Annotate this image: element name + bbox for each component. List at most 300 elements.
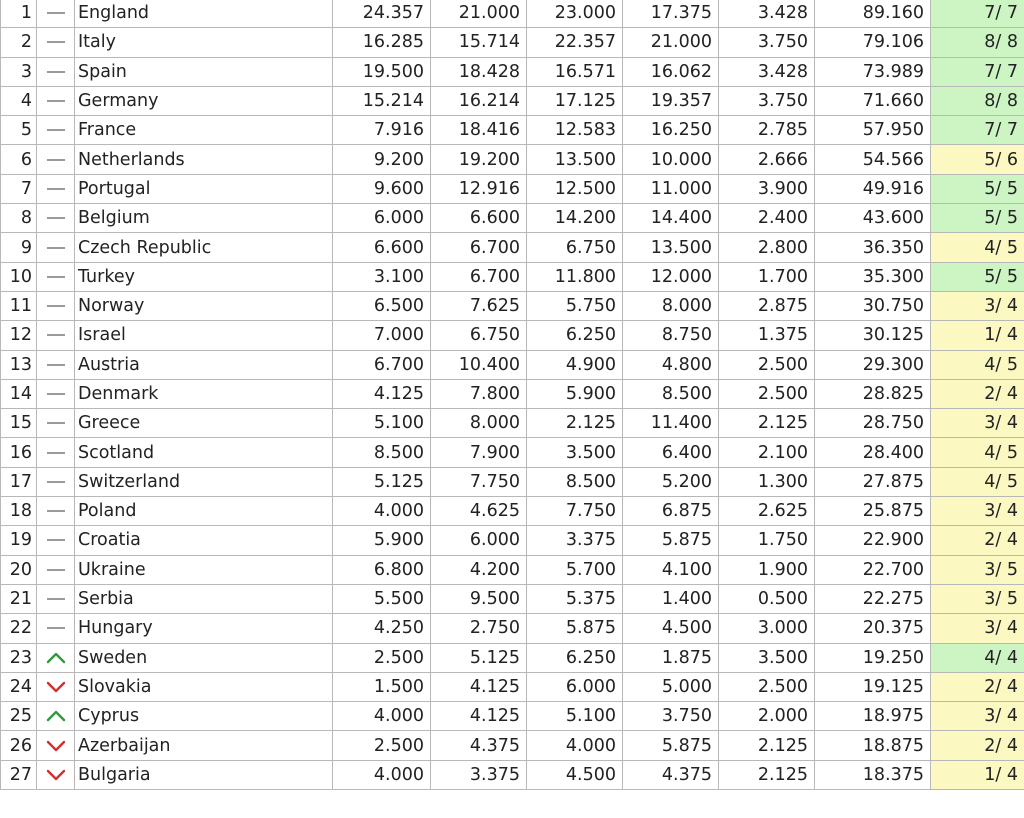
trend-cell	[37, 467, 75, 496]
ratio-cell: 8/ 8	[931, 86, 1024, 115]
rank-cell: 25	[1, 702, 37, 731]
total-cell: 35.300	[815, 262, 931, 291]
team-name-cell: England	[75, 0, 333, 28]
value-5-cell: 2.875	[719, 291, 815, 320]
ratio-cell: 3/ 4	[931, 409, 1024, 438]
trend-down-chevron-icon	[44, 680, 68, 694]
value-4-cell: 16.062	[623, 57, 719, 86]
trend-cell	[37, 28, 75, 57]
rank-cell: 27	[1, 760, 37, 789]
trend-cell	[37, 262, 75, 291]
value-1-cell: 7.000	[333, 321, 431, 350]
value-3-cell: 11.800	[527, 262, 623, 291]
trend-cell	[37, 760, 75, 789]
team-name-cell: Norway	[75, 291, 333, 320]
value-5-cell: 1.300	[719, 467, 815, 496]
rank-cell: 10	[1, 262, 37, 291]
total-cell: 27.875	[815, 467, 931, 496]
value-1-cell: 6.800	[333, 555, 431, 584]
rank-cell: 21	[1, 584, 37, 613]
table-row[interactable]	[1, 526, 1024, 555]
value-5-cell: 2.000	[719, 702, 815, 731]
total-cell: 22.700	[815, 555, 931, 584]
value-5-cell: 3.428	[719, 0, 815, 28]
ratio-cell: 4/ 5	[931, 438, 1024, 467]
value-1-cell: 4.250	[333, 614, 431, 643]
value-1-cell: 5.100	[333, 409, 431, 438]
value-3-cell: 5.700	[527, 555, 623, 584]
value-4-cell: 8.500	[623, 379, 719, 408]
value-3-cell: 6.750	[527, 233, 623, 262]
value-3-cell: 8.500	[527, 467, 623, 496]
value-3-cell: 6.250	[527, 643, 623, 672]
total-cell: 36.350	[815, 233, 931, 262]
value-4-cell: 5.000	[623, 672, 719, 701]
trend-cell	[37, 584, 75, 613]
table-row[interactable]	[1, 731, 1024, 760]
value-2-cell: 4.125	[431, 672, 527, 701]
table-row[interactable]	[1, 643, 1024, 672]
no-change-dash-icon	[44, 123, 68, 137]
table-row[interactable]	[1, 702, 1024, 731]
no-change-dash-icon	[44, 563, 68, 577]
ratio-cell: 3/ 5	[931, 584, 1024, 613]
value-2-cell: 4.625	[431, 497, 527, 526]
total-cell: 73.989	[815, 57, 931, 86]
value-1-cell: 1.500	[333, 672, 431, 701]
ratio-cell: 1/ 4	[931, 760, 1024, 789]
rank-cell: 18	[1, 497, 37, 526]
no-change-dash-icon	[44, 65, 68, 79]
value-5-cell: 2.400	[719, 204, 815, 233]
team-name-cell: Italy	[75, 28, 333, 57]
value-2-cell: 21.000	[431, 0, 527, 28]
value-1-cell: 9.600	[333, 174, 431, 203]
value-5-cell: 2.625	[719, 497, 815, 526]
ratio-cell: 7/ 7	[931, 0, 1024, 28]
no-change-dash-icon	[44, 299, 68, 313]
trend-cell	[37, 204, 75, 233]
rank-cell: 7	[1, 174, 37, 203]
no-change-dash-icon	[44, 592, 68, 606]
value-5-cell: 1.750	[719, 526, 815, 555]
value-2-cell: 6.750	[431, 321, 527, 350]
value-1-cell: 24.357	[333, 0, 431, 28]
rank-cell: 15	[1, 409, 37, 438]
trend-cell	[37, 116, 75, 145]
no-change-dash-icon	[44, 35, 68, 49]
ratio-cell: 3/ 5	[931, 555, 1024, 584]
team-name-cell: Ukraine	[75, 555, 333, 584]
value-1-cell: 15.214	[333, 86, 431, 115]
team-name-cell: Slovakia	[75, 672, 333, 701]
table-row[interactable]	[1, 321, 1024, 350]
trend-cell	[37, 731, 75, 760]
trend-cell	[37, 672, 75, 701]
value-2-cell: 18.428	[431, 57, 527, 86]
value-2-cell: 7.900	[431, 438, 527, 467]
rank-cell: 23	[1, 643, 37, 672]
ratio-cell: 5/ 5	[931, 174, 1024, 203]
ratio-cell: 4/ 5	[931, 233, 1024, 262]
value-5-cell: 2.785	[719, 116, 815, 145]
value-5-cell: 2.125	[719, 409, 815, 438]
value-2-cell: 16.214	[431, 86, 527, 115]
total-cell: 71.660	[815, 86, 931, 115]
value-4-cell: 16.250	[623, 116, 719, 145]
value-5-cell: 2.666	[719, 145, 815, 174]
trend-cell	[37, 643, 75, 672]
value-3-cell: 3.500	[527, 438, 623, 467]
table-row[interactable]	[1, 467, 1024, 496]
value-3-cell: 4.000	[527, 731, 623, 760]
total-cell: 18.375	[815, 760, 931, 789]
value-3-cell: 5.100	[527, 702, 623, 731]
ratio-cell: 7/ 7	[931, 57, 1024, 86]
value-3-cell: 4.500	[527, 760, 623, 789]
rank-cell: 14	[1, 379, 37, 408]
ratio-cell: 3/ 4	[931, 614, 1024, 643]
trend-cell	[37, 526, 75, 555]
value-5-cell: 1.700	[719, 262, 815, 291]
ratio-cell: 8/ 8	[931, 28, 1024, 57]
rank-cell: 6	[1, 145, 37, 174]
value-1-cell: 2.500	[333, 731, 431, 760]
table-row[interactable]	[1, 760, 1024, 789]
ratio-cell: 2/ 4	[931, 672, 1024, 701]
no-change-dash-icon	[44, 621, 68, 635]
table-row[interactable]	[1, 204, 1024, 233]
value-1-cell: 6.500	[333, 291, 431, 320]
table-row[interactable]	[1, 555, 1024, 584]
team-name-cell: Israel	[75, 321, 333, 350]
rank-cell: 16	[1, 438, 37, 467]
value-2-cell: 7.750	[431, 467, 527, 496]
value-1-cell: 4.000	[333, 702, 431, 731]
table-row[interactable]	[1, 672, 1024, 701]
value-3-cell: 6.000	[527, 672, 623, 701]
trend-cell	[37, 174, 75, 203]
value-1-cell: 16.285	[333, 28, 431, 57]
rank-cell: 9	[1, 233, 37, 262]
no-change-dash-icon	[44, 358, 68, 372]
value-4-cell: 21.000	[623, 28, 719, 57]
trend-cell	[37, 233, 75, 262]
value-1-cell: 19.500	[333, 57, 431, 86]
no-change-dash-icon	[44, 328, 68, 342]
value-5-cell: 2.500	[719, 350, 815, 379]
ratio-cell: 2/ 4	[931, 731, 1024, 760]
rank-cell: 26	[1, 731, 37, 760]
value-4-cell: 1.875	[623, 643, 719, 672]
value-4-cell: 10.000	[623, 145, 719, 174]
value-4-cell: 1.400	[623, 584, 719, 613]
value-2-cell: 9.500	[431, 584, 527, 613]
table-row[interactable]	[1, 116, 1024, 145]
trend-cell	[37, 145, 75, 174]
value-5-cell: 0.500	[719, 584, 815, 613]
value-3-cell: 2.125	[527, 409, 623, 438]
total-cell: 43.600	[815, 204, 931, 233]
table-row[interactable]	[1, 145, 1024, 174]
trend-cell	[37, 702, 75, 731]
rank-cell: 13	[1, 350, 37, 379]
table-row[interactable]	[1, 350, 1024, 379]
rank-cell: 24	[1, 672, 37, 701]
rank-cell: 8	[1, 204, 37, 233]
value-4-cell: 4.500	[623, 614, 719, 643]
team-name-cell: Poland	[75, 497, 333, 526]
value-1-cell: 6.000	[333, 204, 431, 233]
team-name-cell: Bulgaria	[75, 760, 333, 789]
table-row[interactable]	[1, 291, 1024, 320]
ratio-cell: 2/ 4	[931, 379, 1024, 408]
value-1-cell: 7.916	[333, 116, 431, 145]
value-1-cell: 6.700	[333, 350, 431, 379]
ratio-cell: 4/ 5	[931, 467, 1024, 496]
value-5-cell: 3.750	[719, 86, 815, 115]
team-name-cell: Netherlands	[75, 145, 333, 174]
value-3-cell: 12.583	[527, 116, 623, 145]
value-2-cell: 12.916	[431, 174, 527, 203]
total-cell: 18.875	[815, 731, 931, 760]
value-3-cell: 22.357	[527, 28, 623, 57]
value-4-cell: 4.100	[623, 555, 719, 584]
value-4-cell: 12.000	[623, 262, 719, 291]
team-name-cell: Scotland	[75, 438, 333, 467]
value-4-cell: 4.375	[623, 760, 719, 789]
team-name-cell: Austria	[75, 350, 333, 379]
ratio-cell: 5/ 5	[931, 262, 1024, 291]
no-change-dash-icon	[44, 6, 68, 20]
total-cell: 28.750	[815, 409, 931, 438]
value-2-cell: 4.200	[431, 555, 527, 584]
no-change-dash-icon	[44, 211, 68, 225]
total-cell: 20.375	[815, 614, 931, 643]
value-4-cell: 11.400	[623, 409, 719, 438]
trend-cell	[37, 409, 75, 438]
table-row[interactable]	[1, 233, 1024, 262]
value-4-cell: 14.400	[623, 204, 719, 233]
trend-cell	[37, 86, 75, 115]
value-5-cell: 3.500	[719, 643, 815, 672]
rank-cell: 2	[1, 28, 37, 57]
value-4-cell: 17.375	[623, 0, 719, 28]
table-row[interactable]	[1, 614, 1024, 643]
value-4-cell: 5.875	[623, 731, 719, 760]
table-row[interactable]	[1, 57, 1024, 86]
table-row[interactable]	[1, 409, 1024, 438]
team-name-cell: Greece	[75, 409, 333, 438]
no-change-dash-icon	[44, 94, 68, 108]
value-5-cell: 2.500	[719, 672, 815, 701]
team-name-cell: Azerbaijan	[75, 731, 333, 760]
value-2-cell: 4.125	[431, 702, 527, 731]
value-2-cell: 7.800	[431, 379, 527, 408]
trend-cell	[37, 321, 75, 350]
ratio-cell: 2/ 4	[931, 526, 1024, 555]
value-5-cell: 2.125	[719, 731, 815, 760]
value-1-cell: 5.500	[333, 584, 431, 613]
ratio-cell: 5/ 5	[931, 204, 1024, 233]
total-cell: 29.300	[815, 350, 931, 379]
team-name-cell: Spain	[75, 57, 333, 86]
value-3-cell: 5.375	[527, 584, 623, 613]
table-row[interactable]	[1, 28, 1024, 57]
value-4-cell: 6.400	[623, 438, 719, 467]
rank-cell: 20	[1, 555, 37, 584]
trend-cell	[37, 555, 75, 584]
team-name-cell: Sweden	[75, 643, 333, 672]
value-2-cell: 15.714	[431, 28, 527, 57]
value-3-cell: 5.750	[527, 291, 623, 320]
table-row[interactable]	[1, 0, 1024, 28]
value-1-cell: 5.125	[333, 467, 431, 496]
value-2-cell: 6.000	[431, 526, 527, 555]
value-5-cell: 1.375	[719, 321, 815, 350]
value-2-cell: 7.625	[431, 291, 527, 320]
value-4-cell: 13.500	[623, 233, 719, 262]
value-5-cell: 3.428	[719, 57, 815, 86]
value-5-cell: 2.125	[719, 760, 815, 789]
rank-cell: 12	[1, 321, 37, 350]
value-4-cell: 5.200	[623, 467, 719, 496]
value-2-cell: 3.375	[431, 760, 527, 789]
value-4-cell: 3.750	[623, 702, 719, 731]
trend-cell	[37, 379, 75, 408]
team-name-cell: Germany	[75, 86, 333, 115]
value-2-cell: 19.200	[431, 145, 527, 174]
value-1-cell: 9.200	[333, 145, 431, 174]
table-row[interactable]	[1, 584, 1024, 613]
total-cell: 18.975	[815, 702, 931, 731]
trend-up-chevron-icon	[44, 651, 68, 665]
value-1-cell: 6.600	[333, 233, 431, 262]
value-3-cell: 4.900	[527, 350, 623, 379]
value-3-cell: 5.900	[527, 379, 623, 408]
value-3-cell: 3.375	[527, 526, 623, 555]
team-name-cell: Portugal	[75, 174, 333, 203]
total-cell: 89.160	[815, 0, 931, 28]
team-name-cell: Belgium	[75, 204, 333, 233]
value-2-cell: 10.400	[431, 350, 527, 379]
no-change-dash-icon	[44, 416, 68, 430]
total-cell: 19.250	[815, 643, 931, 672]
value-4-cell: 11.000	[623, 174, 719, 203]
no-change-dash-icon	[44, 270, 68, 284]
value-1-cell: 3.100	[333, 262, 431, 291]
table-row[interactable]	[1, 497, 1024, 526]
total-cell: 22.900	[815, 526, 931, 555]
team-name-cell: Croatia	[75, 526, 333, 555]
value-4-cell: 4.800	[623, 350, 719, 379]
value-2-cell: 6.600	[431, 204, 527, 233]
no-change-dash-icon	[44, 475, 68, 489]
trend-up-chevron-icon	[44, 709, 68, 723]
team-name-cell: Turkey	[75, 262, 333, 291]
rank-cell: 3	[1, 57, 37, 86]
rank-cell: 19	[1, 526, 37, 555]
team-name-cell: Denmark	[75, 379, 333, 408]
total-cell: 22.275	[815, 584, 931, 613]
total-cell: 28.400	[815, 438, 931, 467]
ratio-cell: 7/ 7	[931, 116, 1024, 145]
team-name-cell: Serbia	[75, 584, 333, 613]
value-2-cell: 6.700	[431, 233, 527, 262]
trend-cell	[37, 350, 75, 379]
ratio-cell: 4/ 4	[931, 643, 1024, 672]
trend-cell	[37, 0, 75, 28]
value-3-cell: 23.000	[527, 0, 623, 28]
value-2-cell: 18.416	[431, 116, 527, 145]
total-cell: 28.825	[815, 379, 931, 408]
value-2-cell: 2.750	[431, 614, 527, 643]
team-name-cell: France	[75, 116, 333, 145]
trend-cell	[37, 291, 75, 320]
no-change-dash-icon	[44, 182, 68, 196]
value-1-cell: 2.500	[333, 643, 431, 672]
trend-cell	[37, 614, 75, 643]
trend-cell	[37, 438, 75, 467]
value-4-cell: 19.357	[623, 86, 719, 115]
team-name-cell: Czech Republic	[75, 233, 333, 262]
trend-cell	[37, 497, 75, 526]
no-change-dash-icon	[44, 387, 68, 401]
table-row[interactable]	[1, 438, 1024, 467]
table-row[interactable]	[1, 86, 1024, 115]
table-row[interactable]	[1, 174, 1024, 203]
trend-cell	[37, 57, 75, 86]
total-cell: 25.875	[815, 497, 931, 526]
rank-cell: 4	[1, 86, 37, 115]
table-row[interactable]	[1, 262, 1024, 291]
rank-cell: 5	[1, 116, 37, 145]
total-cell: 54.566	[815, 145, 931, 174]
value-1-cell: 4.125	[333, 379, 431, 408]
total-cell: 79.106	[815, 28, 931, 57]
total-cell: 57.950	[815, 116, 931, 145]
value-5-cell: 3.000	[719, 614, 815, 643]
rank-cell: 17	[1, 467, 37, 496]
team-name-cell: Cyprus	[75, 702, 333, 731]
ratio-cell: 3/ 4	[931, 702, 1024, 731]
value-5-cell: 1.900	[719, 555, 815, 584]
value-2-cell: 5.125	[431, 643, 527, 672]
value-1-cell: 4.000	[333, 760, 431, 789]
value-5-cell: 3.900	[719, 174, 815, 203]
rank-cell: 1	[1, 0, 37, 28]
trend-down-chevron-icon	[44, 739, 68, 753]
value-1-cell: 5.900	[333, 526, 431, 555]
rank-cell: 11	[1, 291, 37, 320]
value-3-cell: 12.500	[527, 174, 623, 203]
value-1-cell: 8.500	[333, 438, 431, 467]
value-3-cell: 5.875	[527, 614, 623, 643]
ratio-cell: 3/ 4	[931, 291, 1024, 320]
team-name-cell: Hungary	[75, 614, 333, 643]
value-4-cell: 8.750	[623, 321, 719, 350]
team-name-cell: Switzerland	[75, 467, 333, 496]
value-2-cell: 4.375	[431, 731, 527, 760]
value-5-cell: 2.500	[719, 379, 815, 408]
table-row[interactable]	[1, 379, 1024, 408]
value-1-cell: 4.000	[333, 497, 431, 526]
no-change-dash-icon	[44, 504, 68, 518]
value-3-cell: 17.125	[527, 86, 623, 115]
value-5-cell: 2.100	[719, 438, 815, 467]
value-5-cell: 2.800	[719, 233, 815, 262]
total-cell: 49.916	[815, 174, 931, 203]
